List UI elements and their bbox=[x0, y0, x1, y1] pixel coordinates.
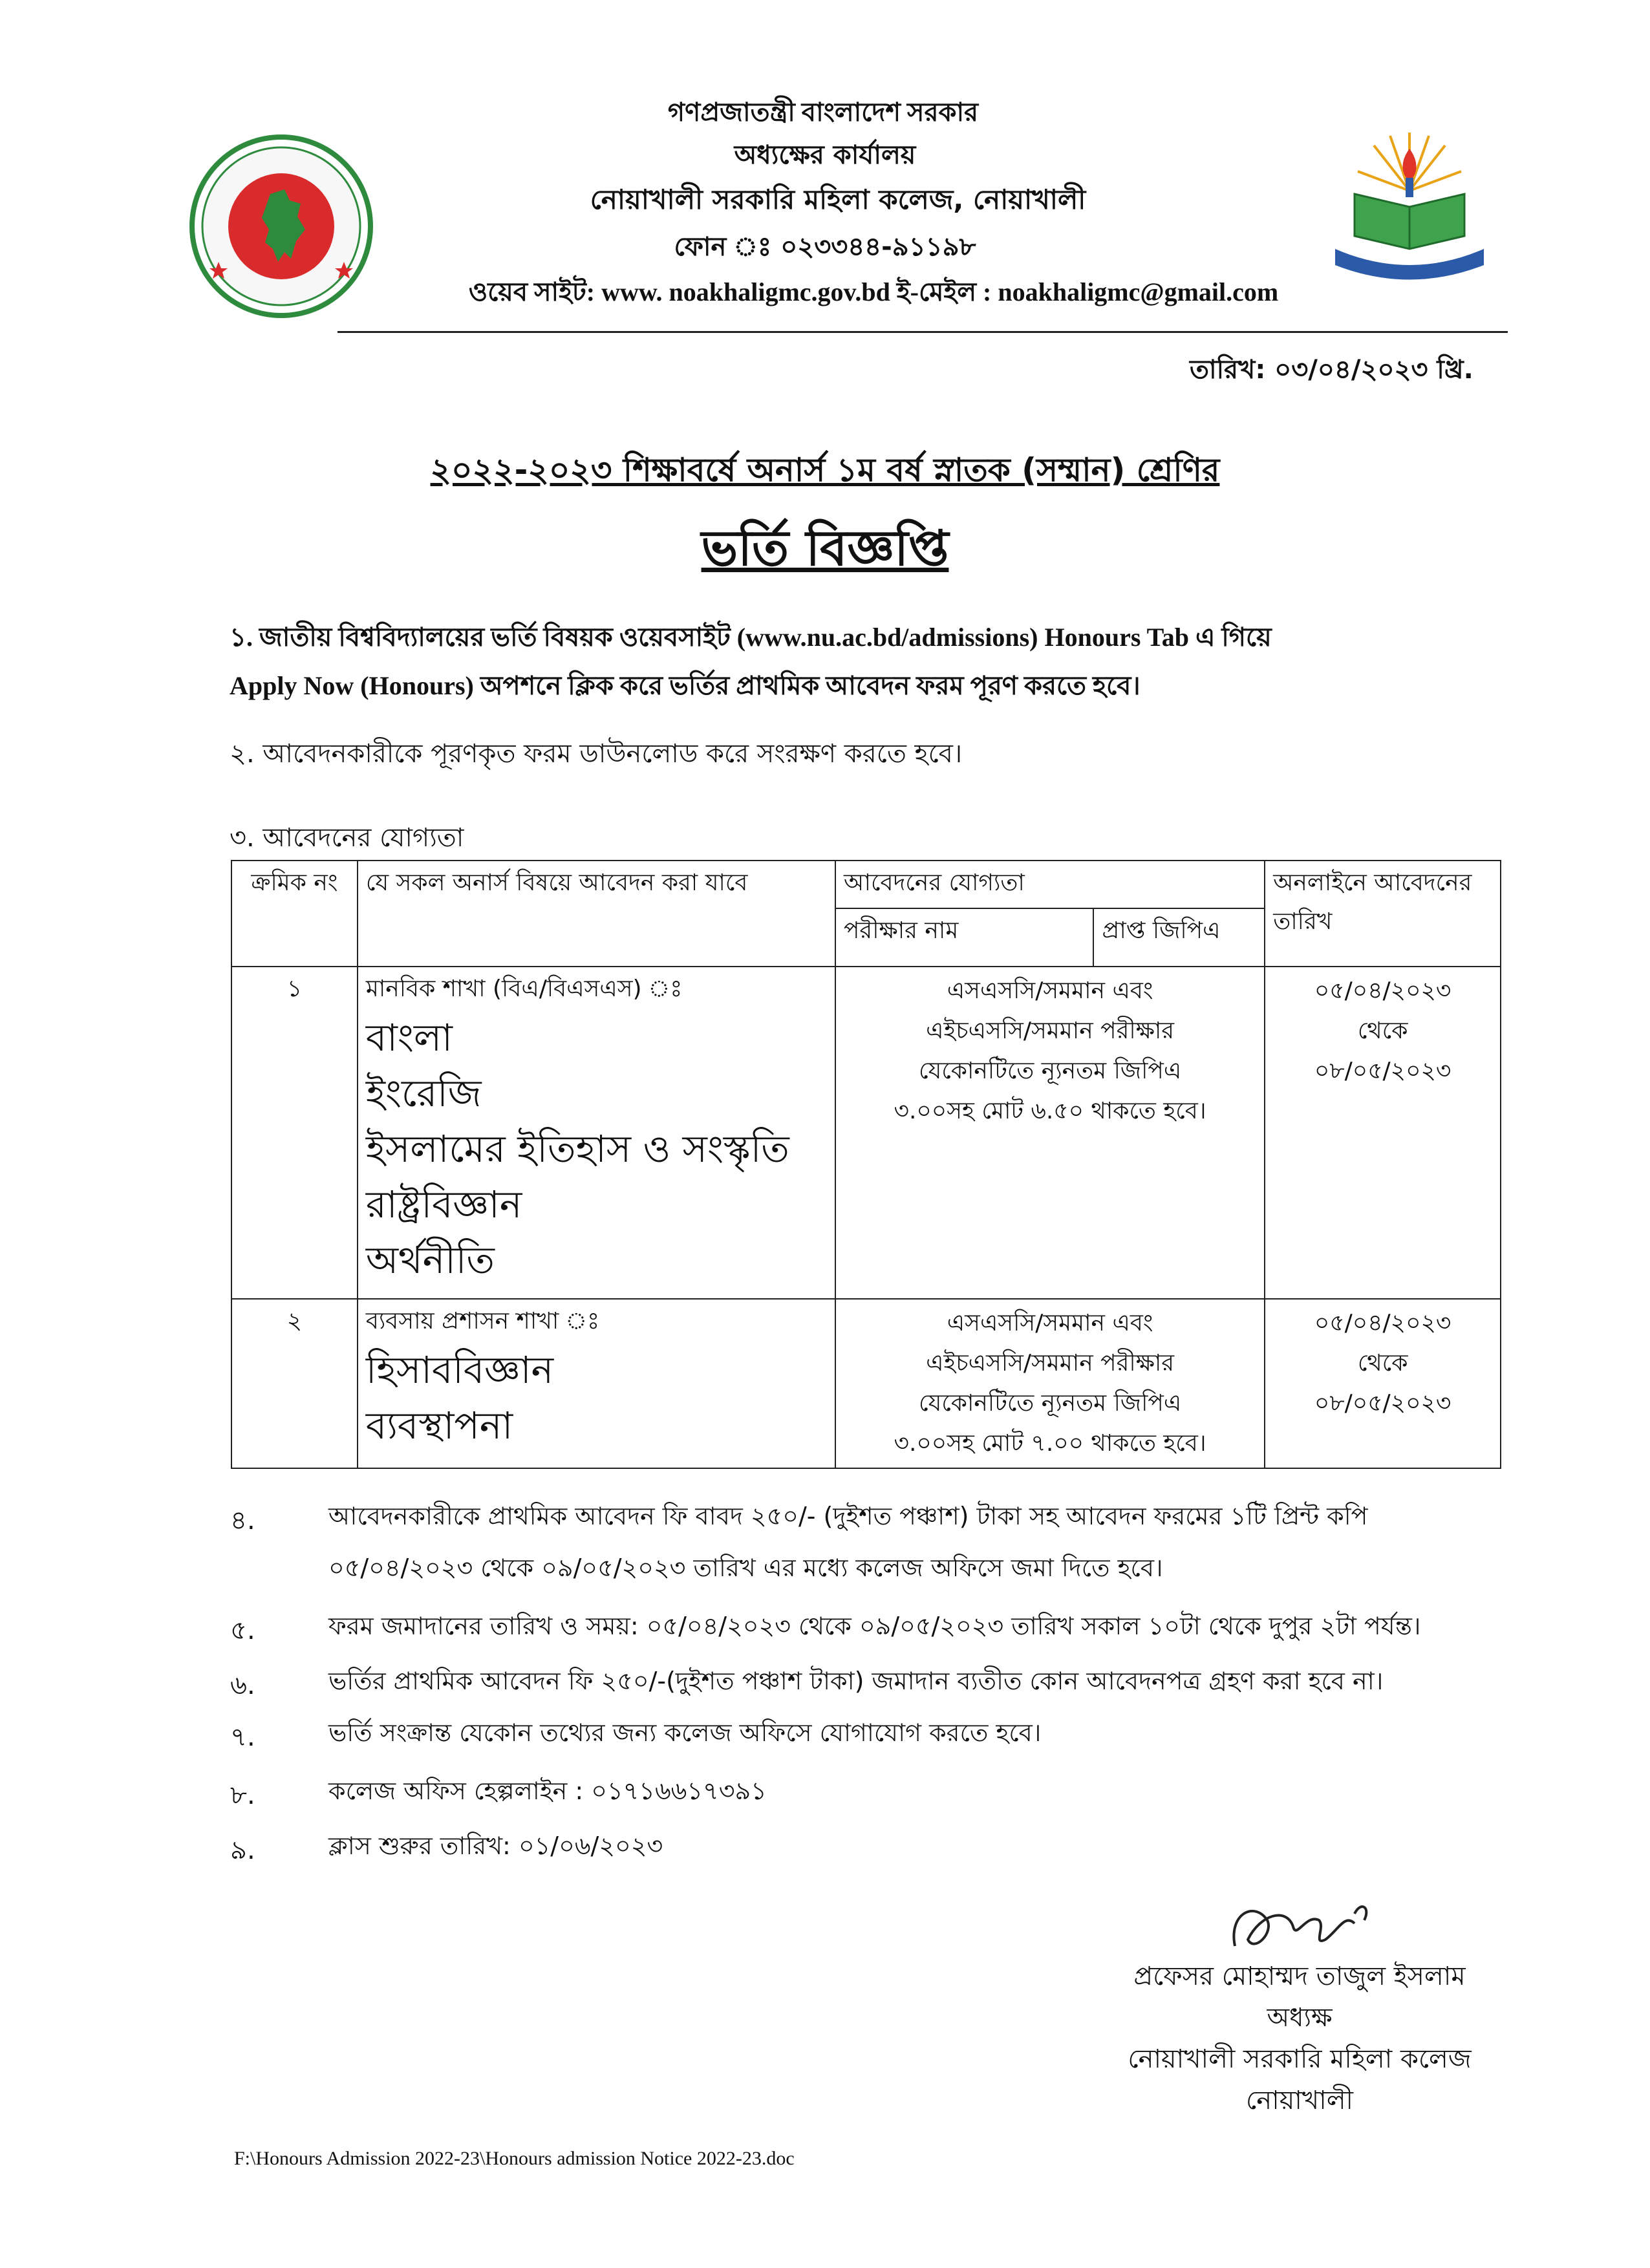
list-item-text: আবেদনকারীকে প্রাথমিক আবেদন ফি বাবদ ২৫০/- (দুইশত পঞ্চাশ) টাকা সহ আবেদন ফরমের ১টি প্রিন্ট কপি bbox=[328, 1502, 1368, 1530]
header-online-date: অনলাইনে আবেদনের তারিখ bbox=[1265, 861, 1501, 967]
table-header-row bbox=[231, 861, 1501, 908]
signatory-designation: অধ্যক্ষ bbox=[1267, 2003, 1333, 2033]
point-3: ৩. আবেদনের যোগ্যতা bbox=[230, 823, 464, 853]
point-1-line2: Apply Now (Honours) অপশনে ক্লিক করে ভর্তির প্রাথমিক আবেদন ফরম পূরণ করতে হবে। bbox=[230, 671, 1141, 700]
date-separator: থেকে bbox=[1357, 1350, 1408, 1376]
qualification-line: এসএসসি/সমমান এবং bbox=[947, 1310, 1153, 1336]
qualification-line: এইচএসসি/সমমান পরীক্ষার bbox=[926, 1018, 1175, 1044]
qualification-line: এসএসসি/সমমান এবং bbox=[947, 978, 1153, 1004]
list-item-text: ভর্তির প্রাথমিক আবেদন ফি ২৫০/-(দুইশত পঞ্চাশ টাকা) জমাদান ব্যতীত কোন আবেদনপত্র গ্রহণ করা হবে না। bbox=[328, 1667, 1384, 1695]
branch-label: ব্যবসায় প্রশাসন শাখা ঃ bbox=[365, 1308, 600, 1334]
row-dates bbox=[1265, 967, 1501, 1299]
subject-item: হিসাববিজ্ঞান bbox=[365, 1348, 554, 1392]
qualification-line: যেকোনটিতে ন্যূনতম জিপিএ bbox=[918, 1390, 1182, 1417]
row-serial: ২ bbox=[231, 1299, 358, 1468]
header-gpa: প্রাপ্ত জিপিএ bbox=[1093, 908, 1265, 967]
signatory-college: নোয়াখালী সরকারি মহিলা কলেজ bbox=[1128, 2044, 1472, 2074]
signatory-name: প্রফেসর মোহাম্মদ তাজুল ইসলাম bbox=[1133, 1962, 1466, 1991]
list-item-text: ফরম জমাদানের তারিখ ও সময়: ০৫/০৪/২০২৩ থেকে ০৯/০৫/২০২৩ তারিখ সকাল ১০টা থেকে দুপুর ২টা পর্যন্ত। bbox=[328, 1612, 1421, 1640]
list-item-text: ভর্তি সংক্রান্ত যেকোন তথ্যের জন্য কলেজ অফিসে যোগাযোগ করতে হবে। bbox=[328, 1718, 1042, 1747]
subject-item: ব্যবস্থাপনা bbox=[365, 1404, 513, 1448]
header-web-email: ওয়েব সাইট: www. noakhaligmc.gov.bd ই-মেইল : noakhaligmc@gmail.com bbox=[468, 277, 1279, 306]
subject-item: ইসলামের ইতিহাস ও সংস্কৃতি bbox=[365, 1127, 789, 1171]
notice-title-line1 bbox=[0, 446, 1650, 500]
point-1-line1: ১. জাতীয় বিশ্ববিদ্যালয়ের ভর্তি বিষয়ক ওয়েবসাইট (www.nu.ac.bd/admissions) Honours Tab এ গিয়ে bbox=[230, 623, 1272, 652]
subject-item: অর্থনীতি bbox=[365, 1238, 495, 1282]
table-row bbox=[231, 1299, 1501, 1468]
header-subjects: যে সকল অনার্স বিষয়ে আবেদন করা যাবে bbox=[358, 861, 835, 967]
notice-title-text: ২০২২-২০২৩ শিক্ষাবর্ষে অনার্স ১ম বর্ষ স্নাতক (সম্মান) শ্রেণির bbox=[430, 451, 1220, 489]
row-subjects-cell bbox=[358, 1299, 835, 1468]
notice-heading: ভর্তি বিজ্ঞপ্তি bbox=[701, 519, 949, 577]
notice-title-line2 bbox=[0, 511, 1650, 593]
list-item-text: ক্লাস শুরুর তারিখ: ০১/০৬/২০২৩ bbox=[328, 1832, 663, 1860]
row-serial: ১ bbox=[231, 967, 358, 1299]
row-dates bbox=[1265, 1299, 1501, 1468]
header-eligibility: আবেদনের যোগ্যতা bbox=[835, 861, 1265, 908]
list-item-number: ৫. bbox=[230, 1616, 255, 1645]
qualification-line: ৩.০০সহ মোট ৭.০০ থাকতে হবে। bbox=[894, 1430, 1206, 1457]
list-item-number: ৬. bbox=[230, 1671, 255, 1700]
point-2: ২. আবেদনকারীকে পূরণকৃত ফরম ডাউনলোড করে সংরক্ষণ করতে হবে। bbox=[230, 739, 963, 769]
list-item-number: ৭. bbox=[230, 1722, 255, 1752]
header-exam-name: পরীক্ষার নাম bbox=[835, 908, 1093, 967]
table-row bbox=[231, 967, 1501, 1299]
signatory-place: নোয়াখালী bbox=[1246, 2086, 1353, 2115]
row-subjects-cell bbox=[358, 967, 835, 1299]
branch-label: মানবিক শাখা (বিএ/বিএসএস) ঃ bbox=[365, 976, 683, 1002]
list-item-text: কলেজ অফিস হেল্পলাইন : ০১৭১৬৬১৭৩৯১ bbox=[328, 1777, 767, 1805]
footer-file-path: F:\Honours Admission 2022-23\Honours admission Notice 2022-23.doc bbox=[234, 2148, 795, 2169]
signature-block bbox=[1073, 1956, 1526, 2121]
header-serial: ক্রমিক নং bbox=[231, 861, 358, 967]
subject-item: বাংলা bbox=[365, 1016, 453, 1060]
header-phone: ফোন ঃ ০২৩৩৪৪-৯১১৯৮ bbox=[674, 232, 976, 262]
qualification-line: এইচএসসি/সমমান পরীক্ষার bbox=[926, 1350, 1175, 1376]
row-qualification bbox=[835, 1299, 1265, 1468]
qualification-line: ৩.০০সহ মোট ৬.৫০ থাকতে হবে। bbox=[894, 1098, 1206, 1124]
subject-item: ইংরেজি bbox=[365, 1071, 482, 1115]
date-end: ০৮/০৫/২০২৩ bbox=[1314, 1058, 1452, 1084]
subject-item: রাষ্ট্রবিজ্ঞান bbox=[365, 1182, 522, 1226]
date-end: ০৮/০৫/২০২৩ bbox=[1314, 1390, 1452, 1417]
header-divider bbox=[338, 331, 1508, 333]
header-govt-name: গণপ্রজাতন্ত্রী বাংলাদেশ সরকার bbox=[667, 98, 979, 127]
header-office-name: অধ্যক্ষের কার্যালয় bbox=[734, 140, 916, 170]
list-item-number: ৯. bbox=[230, 1835, 255, 1865]
qualification-line: যেকোনটিতে ন্যূনতম জিপিএ bbox=[918, 1058, 1182, 1084]
date-separator: থেকে bbox=[1357, 1018, 1408, 1044]
list-item-number: ৮. bbox=[230, 1781, 255, 1810]
row-qualification bbox=[835, 967, 1265, 1299]
date-start: ০৫/০৪/২০২৩ bbox=[1314, 1310, 1452, 1336]
header-college-name: নোয়াখালী সরকারি মহিলা কলেজ, নোয়াখালী bbox=[590, 184, 1086, 215]
list-item-number: ৪. bbox=[230, 1506, 255, 1535]
notice-date: তারিখ: ০৩/০৪/২০২৩ খ্রি. bbox=[1190, 355, 1473, 385]
list-item-text: ০৫/০৪/২০২৩ থেকে ০৯/০৫/২০২৩ তারিখ এর মধ্যে কলেজ অফিসে জমা দিতে হবে। bbox=[328, 1554, 1163, 1582]
date-start: ০৫/০৪/২০২৩ bbox=[1314, 978, 1452, 1004]
eligibility-table bbox=[231, 860, 1501, 1469]
